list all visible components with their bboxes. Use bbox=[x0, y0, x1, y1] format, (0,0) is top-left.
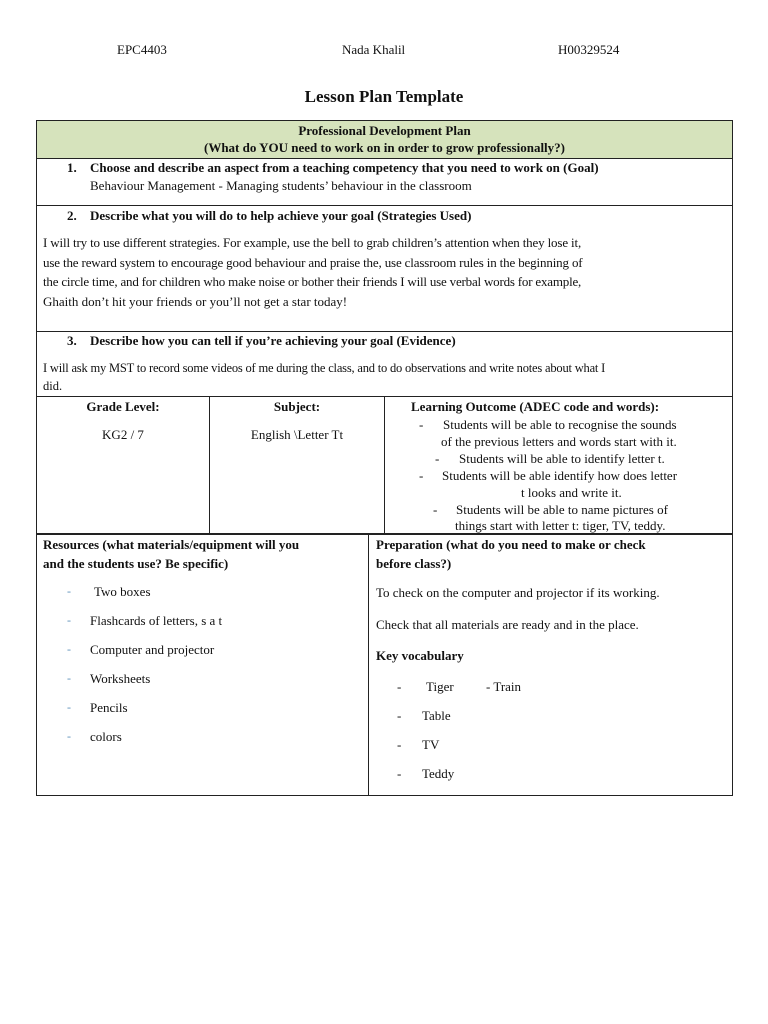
subject-cell bbox=[210, 397, 385, 534]
outcome-dash: - bbox=[433, 502, 438, 517]
dash-icon: - bbox=[67, 729, 71, 743]
student-id: H00329524 bbox=[558, 42, 620, 57]
goal-text: Behaviour Management - Managing students’ behaviour in the classroom bbox=[90, 178, 472, 193]
strategies-line: the circle time, and for children who make noise or bother their friends I will use verbal words for example, bbox=[43, 274, 582, 289]
grade-cell bbox=[37, 397, 210, 534]
goal-section bbox=[37, 159, 732, 206]
goal-heading: Choose and describe an aspect from a teaching competency that you need to work on (Goal) bbox=[90, 160, 599, 175]
evidence-line: I will ask my MST to record some videos of me during the class, and to do observations and write notes about what I bbox=[43, 361, 606, 375]
preparation-heading-line: before class?) bbox=[376, 556, 452, 571]
evidence-heading: Describe how you can tell if you’re achieving your goal (Evidence) bbox=[90, 333, 456, 348]
lesson-info-table bbox=[36, 396, 733, 535]
grade-value: KG2 / 7 bbox=[102, 427, 144, 442]
strategies-line: Ghaith don’t hit your friends or you’ll not get a star today! bbox=[43, 293, 348, 309]
outcome-cell bbox=[385, 397, 732, 534]
strategies-text bbox=[43, 233, 582, 311]
outcome-item: of the previous letters and words start with it. bbox=[441, 434, 677, 449]
resources-heading-line: and the students use? Be specific) bbox=[43, 556, 229, 571]
outcome-item: Students will be able identify how does letter bbox=[442, 468, 678, 483]
outcome-item: t looks and write it. bbox=[521, 485, 622, 500]
resources-preparation-table bbox=[36, 533, 733, 796]
vocab-heading: Key vocabulary bbox=[376, 648, 464, 663]
pdp-subtitle: (What do YOU need to work on in order to grow professionally?) bbox=[204, 140, 565, 155]
outcome-dash: - bbox=[435, 451, 440, 466]
author-name: Nada Khalil bbox=[342, 42, 406, 57]
resources-cell bbox=[37, 534, 369, 795]
resources-heading-line: Resources (what materials/equipment will you bbox=[43, 537, 300, 552]
outcome-item: things start with letter t: tiger, TV, teddy. bbox=[455, 518, 666, 533]
pdp-table bbox=[36, 120, 733, 397]
resources-list: - Two boxes - Flashcards of letters, s a t - Computer and projector - Worksheets - Pencils - colors bbox=[67, 584, 223, 744]
dash-icon: - bbox=[67, 642, 71, 656]
evidence-number: 3. bbox=[67, 333, 77, 348]
subject-value: English \Letter Tt bbox=[250, 427, 344, 442]
outcome-item: Students will be able to name pictures of bbox=[456, 502, 668, 517]
preparation-text: To check on the computer and projector if its working. bbox=[376, 585, 660, 600]
vocab-item: Teddy bbox=[422, 766, 455, 781]
dash-icon: - bbox=[67, 584, 71, 598]
vocab-item: TV bbox=[422, 737, 440, 752]
vocab-item: Table bbox=[422, 708, 451, 723]
vocab-dash: - bbox=[397, 708, 402, 723]
page-title: Lesson Plan Template bbox=[304, 87, 464, 106]
strategies-section bbox=[37, 206, 732, 332]
vocab-item: Tiger bbox=[426, 679, 454, 694]
pdp-title: Professional Development Plan bbox=[298, 123, 471, 138]
dash-icon: - bbox=[67, 700, 71, 714]
pdp-header bbox=[37, 121, 732, 159]
subject-label: Subject: bbox=[273, 399, 321, 414]
strategies-line: use the reward system to encourage good behaviour and praise the, use classroom rules in the beginning of bbox=[43, 254, 583, 270]
vocab-dash: - bbox=[397, 766, 402, 781]
outcome-item: Students will be able to identify letter t. bbox=[459, 451, 665, 466]
strategies-number: 2. bbox=[67, 208, 77, 223]
outcome-label: Learning Outcome (ADEC code and words): bbox=[411, 399, 660, 414]
resources-heading bbox=[43, 535, 299, 573]
evidence-text bbox=[43, 359, 605, 395]
outcome-dash: - bbox=[419, 468, 424, 483]
vocab-item: - Train bbox=[486, 679, 522, 694]
preparation-cell bbox=[369, 534, 732, 795]
strategies-heading: Describe what you will do to help achieve your goal (Strategies Used) bbox=[90, 208, 472, 223]
evidence-line: did. bbox=[43, 379, 63, 393]
preparation-heading-line: Preparation (what do you need to make or check bbox=[376, 537, 646, 552]
goal-number: 1. bbox=[67, 160, 77, 175]
outcome-dash: - bbox=[419, 417, 424, 432]
strategies-line: I will try to use different strategies. For example, use the bell to grab children’s attention when they lose it, bbox=[43, 235, 582, 250]
evidence-section bbox=[37, 332, 732, 396]
course-code: EPC4403 bbox=[117, 42, 167, 57]
preparation-text: Check that all materials are ready and in the place. bbox=[376, 617, 639, 632]
grade-label: Grade Level: bbox=[86, 399, 160, 414]
preparation-heading bbox=[376, 535, 646, 573]
outcome-item: Students will be able to recognise the sounds bbox=[443, 417, 677, 432]
vocab-dash: - bbox=[397, 737, 402, 752]
dash-icon: - bbox=[67, 613, 71, 627]
vocab-dash: - bbox=[397, 679, 402, 694]
dash-icon: - bbox=[67, 671, 71, 685]
